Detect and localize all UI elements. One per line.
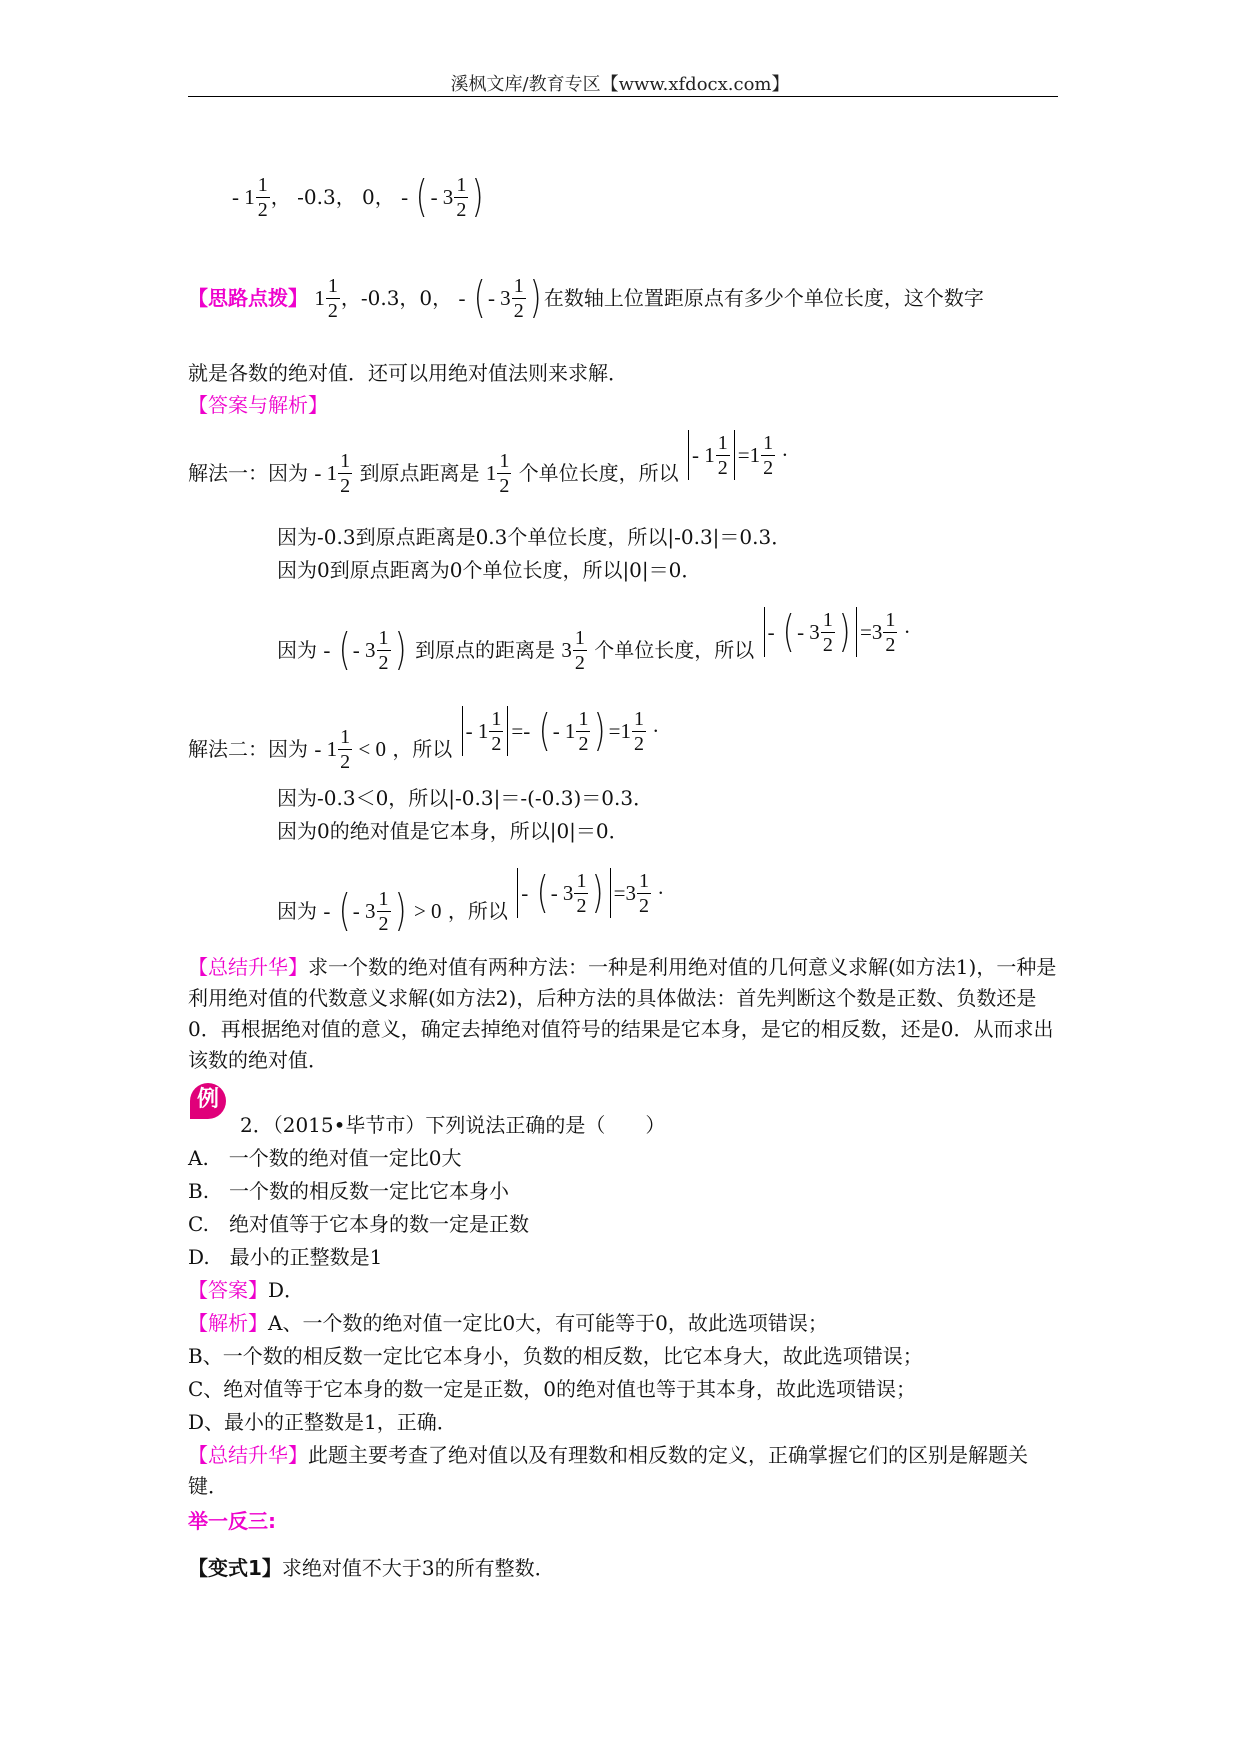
option-d: D. 最小的正整数是1 <box>188 1245 383 1269</box>
method1-line3: 因为0到原点距离为0个单位长度，所以|0|＝0． <box>277 558 702 582</box>
text: ，所以 <box>447 899 508 923</box>
expr-neg-1-half: - 1 $\frac{1}{2}$ <box>232 173 268 221</box>
method2-line3: 因为0的绝对值是它本身，所以|0|＝0． <box>277 819 629 843</box>
variant1-label: 【变式1】 <box>188 1556 282 1580</box>
hint-line <box>188 273 984 323</box>
expr-neg-1-half: - 1 $\frac{1}{2}$ <box>314 449 351 497</box>
expr-1-half: 1 $\frac{1}{2}$ <box>485 449 510 497</box>
analysis-label: 【解析】 <box>188 1311 268 1335</box>
example2-question: 2．（2015•毕节市）下列说法正确的是（ ） <box>240 1113 666 1137</box>
method2-line1 <box>188 706 659 774</box>
expr-neg-paren-neg-3-half: - ( - 3 $\frac{1}{2}$ ) <box>323 624 407 675</box>
summary1 <box>188 952 1058 1076</box>
analysis-line-b: B、一个数的相反数一定比它本身小，负数的相反数，比它本身大，故此选项错误； <box>188 1344 923 1368</box>
method1-line2: 因为-0.3到原点距离是0.3个单位长度，所以|-0.3|＝0.3． <box>277 525 792 549</box>
expr-neg-paren-neg-3-half: - ( - 3 $\frac{1}{2}$ ) <box>401 171 484 222</box>
text: 到原点的距离是 <box>415 638 556 662</box>
method1-prefix: 解法一：因为 <box>188 461 308 485</box>
ineq-neg-paren-gt-0: - ( - 3 $\frac{1}{2}$ ) > 0 <box>323 885 442 936</box>
problem-line <box>232 172 486 222</box>
answer-value: D． <box>268 1278 305 1302</box>
hint-tail: 在数轴上位置距原点有多少个单位长度，这个数字 <box>543 286 984 310</box>
variant1 <box>188 1553 555 1583</box>
analysis-line-c: C、绝对值等于它本身的数一定是正数，0的绝对值也等于其本身，故此选项错误； <box>188 1377 917 1401</box>
sep: ， <box>374 185 395 209</box>
method1-line4 <box>277 607 911 675</box>
sep: ， <box>335 185 356 209</box>
option-c: C. 绝对值等于它本身的数一定是正数 <box>188 1212 529 1236</box>
num-zero: 0 <box>362 185 375 209</box>
analysis-line-d: D、最小的正整数是1，正确． <box>188 1410 457 1434</box>
analysis-line-a <box>188 1308 828 1338</box>
method2-line4 <box>277 868 664 936</box>
summary2-text: 此题主要考查了绝对值以及有理数和相反数的定义，正确掌握它们的区别是解题关键． <box>188 1443 1028 1498</box>
expr-1-half: 1 $\frac{1}{2}$ <box>314 274 338 322</box>
abs-neg-1-half-eq: - 1 $\frac{1}{2}$ =1 $\frac{1}{2}$ · <box>685 430 788 480</box>
sep: ， <box>270 185 291 209</box>
abs-neg-paren-eq: - ( - 3 $\frac{1}{2}$ ) =3 $\frac{1}{2}$ · <box>761 607 911 657</box>
method1-line1 <box>188 430 788 498</box>
text: 个单位长度，所以 <box>594 638 755 662</box>
page-header: 溪枫文库/教育专区【www.xfdocx.com】 <box>450 74 790 95</box>
summary1-text: 求一个数的绝对值有两种方法：一种是利用绝对值的几何意义求解(如方法1)，一种是利用绝对值的代数意义求解(如方法2)，后种方法的具体做法：首先判断这个数是正数、负数还是0．再根据绝对值的意义，确定去掉绝对值符号的结果是它本身，是它的相反数，还是0．从而求出该数的绝对值． <box>188 955 1057 1072</box>
text: 因为 <box>277 638 317 662</box>
option-a: A. 一个数的绝对值一定比0大 <box>188 1146 462 1170</box>
expr-3-half: 3 $\frac{1}{2}$ <box>561 626 585 674</box>
text: 个单位长度，所以 <box>518 461 679 485</box>
method2-prefix: 解法二：因为 <box>188 737 308 761</box>
variant1-text: 求绝对值不大于3的所有整数． <box>281 1556 555 1580</box>
expr-neg-paren-neg-3-half: - ( - 3 $\frac{1}{2}$ ) <box>458 272 542 323</box>
example-badge-icon: 例 <box>190 1083 226 1119</box>
text: 到原点距离是 <box>359 461 480 485</box>
hint-label: 【思路点拨】 <box>188 286 308 310</box>
analysis-text: A、一个数的绝对值一定比0大，有可能等于0，故此选项错误； <box>268 1311 828 1335</box>
method2-line2: 因为-0.3＜0，所以|-0.3|＝-(-0.3)＝0.3． <box>277 786 654 810</box>
answer-label: 【答案与解析】 <box>188 393 328 417</box>
hint-line-2: 就是各数的绝对值．还可以用绝对值法则来求解． <box>188 361 628 385</box>
hint-mid: ，-0.3，0， <box>340 286 453 310</box>
example2-answer <box>188 1275 304 1305</box>
num-neg-0-3: -0.3 <box>297 185 336 209</box>
ineq-neg-1-half-lt-0: - 1 $\frac{1}{2}$ < 0 <box>314 725 386 773</box>
header-rule <box>188 96 1058 97</box>
answer-label: 【答案】 <box>188 1278 268 1302</box>
option-b: B. 一个数的相反数一定比它本身小 <box>188 1179 510 1203</box>
abs-neg-1-half-chain: - 1 $\frac{1}{2}$ =- ( - 1 $\frac{1}{2}$ ) =1 $\frac{1}{2}$ · <box>459 706 660 756</box>
summary2 <box>188 1440 1058 1502</box>
summary1-label: 【总结升华】 <box>188 955 308 979</box>
text: ，所以 <box>392 737 453 761</box>
practice-heading: 举一反三: <box>188 1509 276 1533</box>
abs-neg-paren-eq: - ( - 3 $\frac{1}{2}$ ) =3 $\frac{1}{2}$ · <box>514 868 664 918</box>
summary2-label: 【总结升华】 <box>188 1443 308 1467</box>
text: 因为 <box>277 899 317 923</box>
